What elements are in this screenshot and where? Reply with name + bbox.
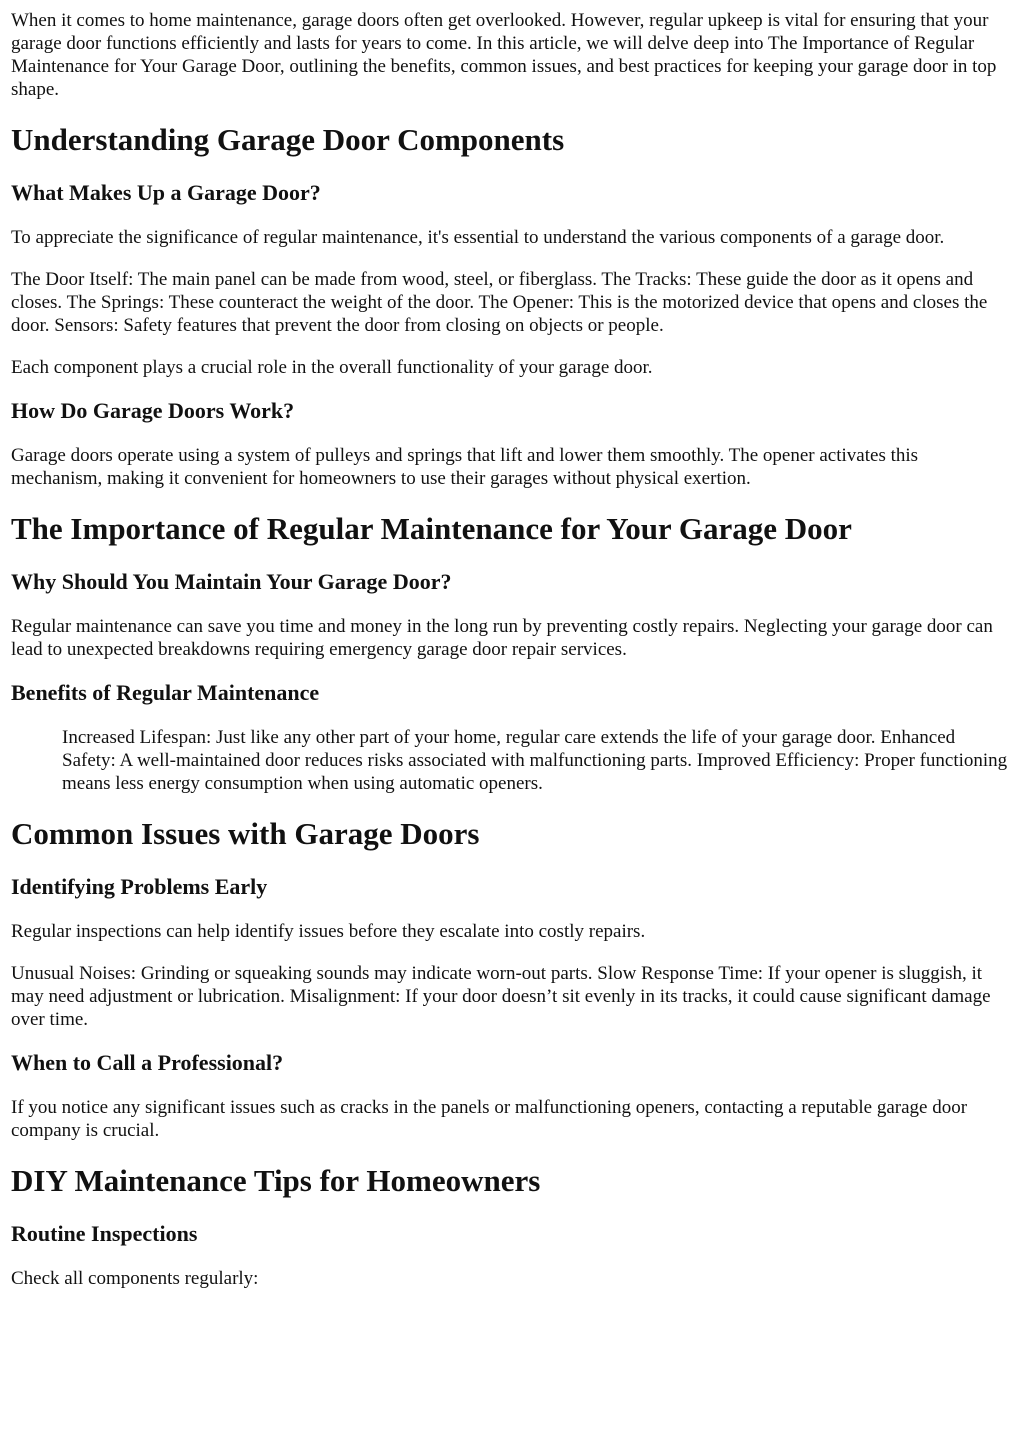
section-heading-components: Understanding Garage Door Components: [11, 122, 565, 157]
paragraph-inspections: Regular inspections can help identify issues before they escalate into costly repairs.: [11, 921, 646, 942]
paragraph-components-list: The Door Itself: The main panel can be made from wood, steel, or fiberglass. The Tracks: These guide the door as it opens and closes. The Springs: These counteract the weight of the door. The Opener: This is the motorized device that opens and closes the door. Sensors: Safety features that prevent the door from closing on objects or people.: [11, 269, 988, 336]
paragraph-components-intro: To appreciate the significance of regular maintenance, it's essential to understand the various components of a garage door.: [11, 227, 945, 248]
paragraph-how-work: Garage doors operate using a system of pulleys and springs that lift and lower them smoothly. The opener activates this mechanism, making it convenient for homeowners to use their garages without physical exertion.: [11, 445, 919, 489]
paragraph-why-maintain: Regular maintenance can save you time and money in the long run by preventing costly repairs. Neglecting your garage door can lead to unexpected breakdowns requiring emergency garage door repair services.: [11, 616, 993, 660]
paragraph-issues-list: Unusual Noises: Grinding or squeaking sounds may indicate worn-out parts. Slow Response Time: If your opener is sluggish, it may need adjustment or lubrication. Misalignment: If your door doesn’t sit evenly in its tracks, it could cause significant damage over time.: [11, 963, 991, 1030]
section-heading-diy-tips: DIY Maintenance Tips for Homeowners: [11, 1163, 541, 1198]
section-heading-importance: The Importance of Regular Maintenance for Your Garage Door: [11, 511, 852, 546]
subheading-what-makes-up: What Makes Up a Garage Door?: [11, 180, 321, 205]
paragraph-benefits-list: Increased Lifespan: Just like any other part of your home, regular care extends the life of your garage door. Enhanced Safety: A well-maintained door reduces risks associated with malfunctioning parts. Improved Efficiency: Proper functioning means less energy consumption when using automatic openers.: [62, 727, 1008, 794]
paragraph-call-professional: If you notice any significant issues such as cracks in the panels or malfunctioning openers, contacting a reputable garage door company is crucial.: [11, 1097, 968, 1141]
section-heading-common-issues: Common Issues with Garage Doors: [11, 816, 480, 851]
subheading-why-maintain: Why Should You Maintain Your Garage Door?: [11, 569, 452, 594]
subheading-call-professional: When to Call a Professional?: [11, 1050, 284, 1075]
subheading-identifying-problems: Identifying Problems Early: [11, 874, 268, 899]
intro-paragraph: When it comes to home maintenance, garage doors often get overlooked. However, regular upkeep is vital for ensuring that your garage door functions efficiently and lasts for years to come. In this article, we will delve deep into The Importance of Regular Maintenance for Your Garage Door, outlining the benefits, common issues, and best practices for keeping your garage door in top shape.: [11, 10, 997, 100]
subheading-benefits: Benefits of Regular Maintenance: [11, 680, 320, 705]
subheading-routine-inspections: Routine Inspections: [11, 1221, 198, 1246]
subheading-how-work: How Do Garage Doors Work?: [11, 398, 295, 423]
paragraph-components-role: Each component plays a crucial role in the overall functionality of your garage door.: [11, 357, 653, 378]
paragraph-check-components: Check all components regularly:: [11, 1268, 259, 1289]
